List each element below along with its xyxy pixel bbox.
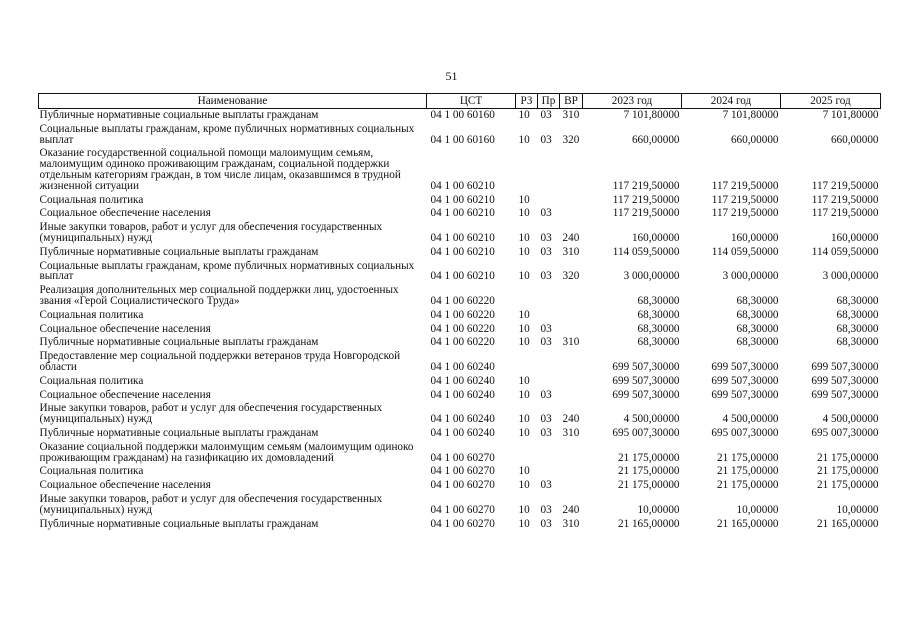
cell-rz: 10 [518, 133, 530, 146]
cell-cst: 04 1 00 60220 [430, 294, 495, 307]
cell-2023: 7 101,80000 [623, 109, 680, 121]
cell-cst: 04 1 00 60210 [430, 231, 495, 244]
cell-2023: 114 059,50000 [612, 245, 680, 258]
table-row [39, 109, 881, 123]
cell-cst: 04 1 00 60210 [430, 193, 495, 206]
table-row [39, 123, 881, 148]
cell-name: Предоставление мер социальной поддержки ветеранов труда Новгородской области [39, 350, 401, 373]
cell-name: Социальное обеспечение населения [39, 388, 211, 401]
cell-2023: 117 219,50000 [612, 179, 680, 192]
cell-rz: 10 [518, 109, 530, 121]
cell-name: Публичные нормативные социальные выплаты гражданам [39, 426, 319, 439]
cell-rz: 10 [518, 479, 530, 492]
cell-rz [516, 284, 538, 309]
cell-2023: 4 500,00000 [623, 413, 680, 426]
cell-pr: 03 [540, 133, 552, 146]
cell-2025: 68,30000 [836, 308, 879, 321]
cell-2023: 21 175,00000 [617, 479, 680, 492]
cell-vr [560, 309, 583, 323]
cell-name: Социальная политика [39, 193, 144, 206]
cell-pr [538, 441, 560, 466]
cell-pr: 03 [540, 245, 552, 258]
cell-pr: 03 [540, 109, 552, 121]
page-number: 51 [445, 69, 458, 83]
cell-pr [538, 350, 560, 375]
cell-cst: 04 1 00 60160 [430, 109, 495, 121]
cell-2024: 699 507,30000 [711, 360, 779, 373]
cell-cst: 04 1 00 60270 [430, 479, 495, 492]
cell-vr [560, 350, 583, 375]
cell-pr: 03 [540, 207, 552, 220]
table-row [39, 465, 881, 479]
cell-name: Публичные нормативные социальные выплаты гражданам [39, 245, 319, 258]
cell-cst: 04 1 00 60240 [430, 360, 495, 373]
cell-2024: 660,00000 [730, 133, 779, 146]
cell-2024: 68,30000 [736, 294, 779, 307]
cell-2025: 160,00000 [830, 231, 879, 244]
cell-pr [538, 284, 560, 309]
cell-vr [560, 147, 583, 193]
cell-2024: 695 007,30000 [711, 426, 779, 439]
cell-2024: 117 219,50000 [711, 207, 779, 220]
cell-pr: 03 [540, 426, 552, 439]
cell-cst: 04 1 00 60210 [430, 245, 495, 258]
cell-vr [560, 465, 583, 479]
cell-rz: 10 [518, 231, 530, 244]
cell-cst: 04 1 00 60210 [430, 270, 495, 283]
table-row [39, 402, 881, 427]
table-body [39, 109, 881, 532]
cell-vr: 240 [562, 503, 580, 516]
cell-2025: 7 101,80000 [822, 109, 879, 121]
table-row [39, 309, 881, 323]
cell-pr: 03 [540, 479, 552, 492]
cell-2025: 21 175,00000 [816, 465, 879, 478]
table-row [39, 375, 881, 389]
cell-vr: 310 [562, 336, 580, 349]
cell-name: Социальная политика [39, 308, 144, 321]
cell-name: Социальная политика [39, 374, 144, 387]
cell-2025: 660,00000 [830, 133, 879, 146]
cell-vr [560, 207, 583, 221]
cell-2024: 21 165,00000 [716, 517, 779, 530]
cell-vr: 320 [562, 270, 580, 283]
cell-vr: 310 [562, 245, 580, 258]
cell-pr [538, 465, 560, 479]
cell-rz: 10 [518, 270, 530, 283]
table-header-row [39, 94, 881, 109]
cell-2025: 114 059,50000 [811, 245, 879, 258]
cell-2023: 68,30000 [637, 336, 680, 349]
cell-vr: 310 [562, 426, 580, 439]
cell-cst: 04 1 00 60210 [430, 207, 495, 220]
cell-vr [560, 194, 583, 208]
cell-2025: 117 219,50000 [811, 193, 879, 206]
cell-2023: 21 175,00000 [617, 465, 680, 478]
table-row [39, 350, 881, 375]
table-row [39, 207, 881, 221]
cell-2024: 117 219,50000 [711, 193, 779, 206]
table-row [39, 389, 881, 403]
cell-name: Иные закупки товаров, работ и услуг для обеспечения государственных (муниципальных) нужд [39, 221, 383, 244]
cell-2023: 660,00000 [631, 133, 680, 146]
header-2023: 2023 год [583, 94, 682, 109]
cell-rz: 10 [518, 374, 530, 387]
cell-2024: 7 101,80000 [722, 109, 779, 121]
cell-name: Реализация дополнительных мер социальной поддержки лиц, удостоенных звания «Герой Социалистического Труда» [39, 284, 399, 307]
table-row [39, 493, 881, 518]
cell-2025: 21 175,00000 [816, 479, 879, 492]
cell-cst: 04 1 00 60270 [430, 503, 495, 516]
table-row [39, 246, 881, 260]
cell-2025: 117 219,50000 [811, 179, 879, 192]
cell-vr: 310 [562, 517, 580, 530]
cell-rz [516, 441, 538, 466]
table-row [39, 284, 881, 309]
cell-pr: 03 [540, 413, 552, 426]
cell-cst: 04 1 00 60210 [430, 179, 495, 192]
cell-vr [560, 389, 583, 403]
cell-name: Социальные выплаты гражданам, кроме публичных нормативных социальных выплат [39, 259, 415, 283]
table-row [39, 518, 881, 532]
header-pr: Пр [538, 94, 560, 109]
cell-name: Публичные нормативные социальные выплаты гражданам [39, 109, 319, 121]
cell-pr: 03 [540, 517, 552, 530]
cell-2023: 160,00000 [631, 231, 680, 244]
cell-2023: 699 507,30000 [612, 374, 680, 387]
cell-pr [538, 194, 560, 208]
cell-rz: 10 [518, 413, 530, 426]
cell-vr: 320 [562, 133, 580, 146]
cell-2023: 10,00000 [637, 503, 680, 516]
cell-cst: 04 1 00 60240 [430, 374, 495, 387]
cell-pr: 03 [540, 388, 552, 401]
cell-2024: 21 175,00000 [716, 479, 779, 492]
table-row [39, 336, 881, 350]
cell-rz: 10 [518, 193, 530, 206]
budget-table [38, 93, 881, 531]
cell-vr: 240 [562, 413, 580, 426]
cell-cst: 04 1 00 60240 [430, 413, 495, 426]
cell-name: Социальные выплаты гражданам, кроме публичных нормативных социальных выплат [39, 122, 415, 146]
table-row [39, 441, 881, 466]
cell-2024: 699 507,30000 [711, 388, 779, 401]
cell-vr: 240 [562, 231, 580, 244]
cell-rz: 10 [518, 308, 530, 321]
cell-2024: 117 219,50000 [711, 179, 779, 192]
cell-rz: 10 [518, 503, 530, 516]
header-name: Наименование [39, 94, 427, 109]
cell-cst: 04 1 00 60220 [430, 336, 495, 349]
cell-2023: 117 219,50000 [612, 193, 680, 206]
cell-rz: 10 [518, 245, 530, 258]
cell-2023: 21 175,00000 [617, 451, 680, 464]
cell-name: Публичные нормативные социальные выплаты гражданам [39, 336, 319, 349]
cell-2024: 68,30000 [736, 336, 779, 349]
cell-2024: 4 500,00000 [722, 413, 779, 426]
cell-2025: 4 500,00000 [822, 413, 879, 426]
header-rz: РЗ [516, 94, 538, 109]
cell-2025: 699 507,30000 [811, 374, 879, 387]
cell-2023: 68,30000 [637, 308, 680, 321]
cell-name: Иные закупки товаров, работ и услуг для обеспечения государственных (муниципальных) нужд [39, 492, 383, 516]
cell-vr [560, 323, 583, 337]
cell-pr: 03 [540, 270, 552, 283]
table-row [39, 147, 881, 193]
cell-2023: 68,30000 [637, 322, 680, 335]
cell-rz: 10 [518, 336, 530, 349]
cell-2024: 160,00000 [730, 231, 779, 244]
cell-vr [560, 479, 583, 493]
cell-2024: 68,30000 [736, 322, 779, 335]
cell-cst: 04 1 00 60270 [430, 465, 495, 478]
cell-name: Социальная политика [39, 465, 144, 478]
header-2024: 2024 год [682, 94, 781, 109]
cell-name: Социальное обеспечение населения [39, 322, 211, 335]
header-vr: ВР [560, 94, 583, 109]
cell-pr [538, 147, 560, 193]
cell-vr [560, 441, 583, 466]
cell-cst: 04 1 00 60220 [430, 308, 495, 321]
cell-name: Оказание государственной социальной помощи малоимущим семьям, малоимущим одиноко проживающим гражданам, социальной поддержки отдельным категориям граждан, в том числе лицам, оказавшимся в трудной жизненной ситуации [39, 147, 401, 192]
cell-2023: 695 007,30000 [612, 426, 680, 439]
cell-pr: 03 [540, 503, 552, 516]
cell-2024: 68,30000 [736, 308, 779, 321]
cell-rz: 10 [518, 322, 530, 335]
cell-cst: 04 1 00 60160 [430, 133, 495, 146]
cell-2024: 10,00000 [736, 503, 779, 516]
cell-2023: 699 507,30000 [612, 360, 680, 373]
cell-rz: 10 [518, 465, 530, 478]
cell-vr [560, 375, 583, 389]
cell-vr [560, 284, 583, 309]
cell-cst: 04 1 00 60240 [430, 388, 495, 401]
cell-2023: 699 507,30000 [612, 388, 680, 401]
cell-rz [516, 147, 538, 193]
cell-2025: 117 219,50000 [811, 207, 879, 220]
cell-rz: 10 [518, 388, 530, 401]
cell-2023: 21 165,00000 [617, 517, 680, 530]
cell-2025: 68,30000 [836, 322, 879, 335]
cell-name: Публичные нормативные социальные выплаты гражданам [39, 517, 319, 530]
cell-pr: 03 [540, 336, 552, 349]
cell-rz: 10 [518, 517, 530, 530]
cell-pr [538, 375, 560, 389]
cell-rz [516, 350, 538, 375]
header-2025: 2025 год [781, 94, 881, 109]
cell-name: Оказание социальной поддержки малоимущим семьям (малоимущим одиноко проживающим гражданам) на газификацию их домовладений [39, 440, 414, 464]
cell-2023: 68,30000 [637, 294, 680, 307]
cell-name: Иные закупки товаров, работ и услуг для обеспечения государственных (муниципальных) нужд [39, 402, 383, 426]
cell-2025: 3 000,00000 [822, 270, 879, 283]
cell-2024: 699 507,30000 [711, 374, 779, 387]
cell-2025: 21 165,00000 [816, 517, 879, 530]
table-row [39, 260, 881, 285]
cell-2025: 10,00000 [836, 503, 879, 516]
cell-2025: 699 507,30000 [811, 388, 879, 401]
cell-pr [538, 309, 560, 323]
table-row [39, 221, 881, 246]
cell-rz: 10 [518, 207, 530, 220]
table-row [39, 323, 881, 337]
cell-name: Социальное обеспечение населения [39, 479, 211, 492]
header-cst: ЦСТ [427, 94, 516, 109]
cell-2025: 68,30000 [836, 336, 879, 349]
cell-cst: 04 1 00 60240 [430, 426, 495, 439]
cell-2025: 68,30000 [836, 294, 879, 307]
cell-2024: 114 059,50000 [711, 245, 779, 258]
cell-2024: 21 175,00000 [716, 451, 779, 464]
cell-cst: 04 1 00 60270 [430, 451, 495, 464]
cell-pr: 03 [540, 322, 552, 335]
cell-vr: 310 [562, 109, 580, 121]
cell-2025: 21 175,00000 [816, 451, 879, 464]
cell-cst: 04 1 00 60220 [430, 322, 495, 335]
cell-2023: 3 000,00000 [623, 270, 680, 283]
cell-pr: 03 [540, 231, 552, 244]
cell-2025: 699 507,30000 [811, 360, 879, 373]
cell-rz: 10 [518, 426, 530, 439]
cell-name: Социальное обеспечение населения [39, 207, 211, 220]
table-row [39, 194, 881, 208]
table-row [39, 427, 881, 441]
cell-2023: 117 219,50000 [612, 207, 680, 220]
table-row [39, 479, 881, 493]
cell-2025: 695 007,30000 [811, 426, 879, 439]
cell-cst: 04 1 00 60270 [430, 517, 495, 530]
cell-2024: 3 000,00000 [722, 270, 779, 283]
cell-2024: 21 175,00000 [716, 465, 779, 478]
